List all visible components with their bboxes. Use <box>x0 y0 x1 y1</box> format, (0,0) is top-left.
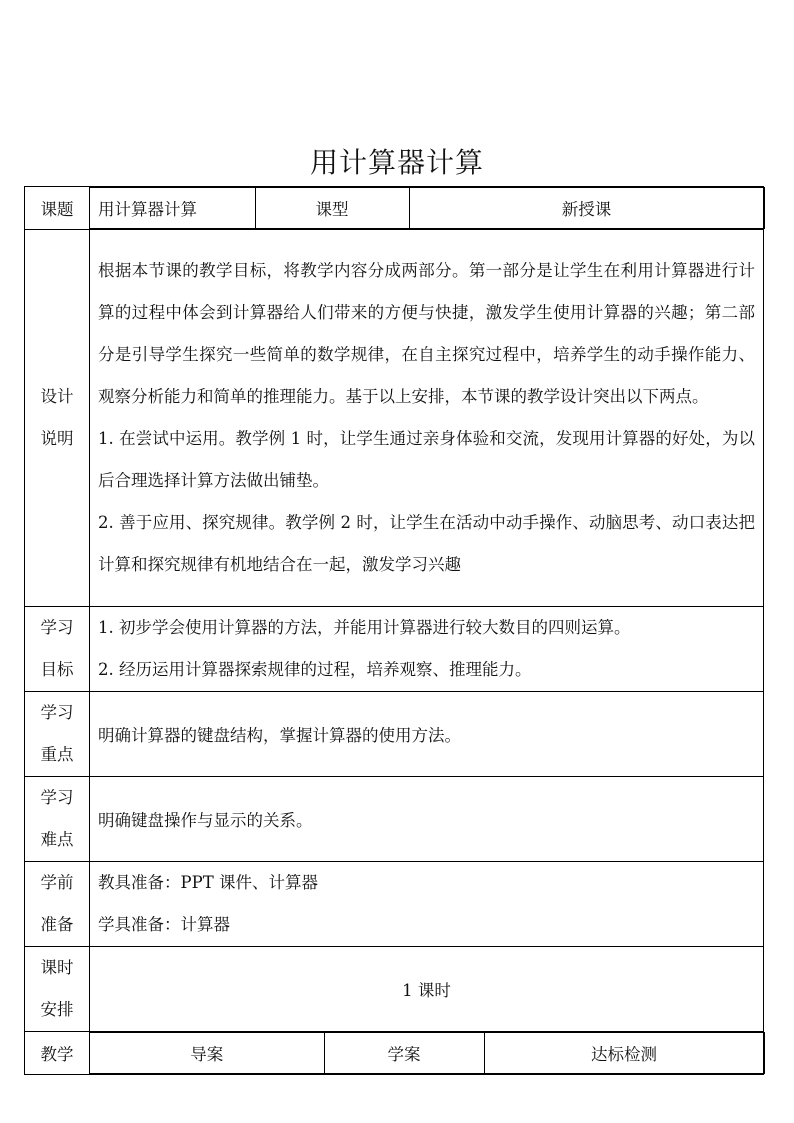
topic-row <box>25 187 764 230</box>
lesson-plan-table <box>24 186 764 1075</box>
key-points-row <box>25 692 764 777</box>
preparation-content <box>90 862 764 947</box>
document-title: 用计算器计算 <box>309 146 484 179</box>
preparation-row <box>25 862 764 947</box>
teaching-row-content <box>90 1032 764 1075</box>
topic-row-content <box>90 187 764 230</box>
design-row <box>25 230 764 607</box>
key-points-content: 明确计算器的键盘结构，掌握计算器的使用方法。 <box>90 692 764 777</box>
teaching-row <box>25 1032 764 1075</box>
goal-item-1: 1. 初步学会使用计算器的方法，并能用计算器进行较大数目的四则运算。 <box>98 618 631 637</box>
design-point-2: 2. 善于应用、探究规律。教学例 2 时，让学生在活动中动手操作、动脑思考、动口表达把计算和探究规律有机地结合在一起，激发学习兴趣 <box>98 513 755 574</box>
lesson-type-value: 新授课 <box>409 188 764 229</box>
difficulties-row <box>25 777 764 862</box>
design-intro: 根据本节课的教学目标，将教学内容分成两部分。第一部分是让学生在利用计算器进行计算的过程中体会到计算器给人们带来的方便与快捷，激发学生使用计算器的兴趣；第二部分是引导学生探究一些简单的数学规律，在自主探究过程中，培养学生的动手操作能力、观察分析能力和简单的推理能力。基于以上安排，本节课的教学设计突出以下两点。 <box>98 261 755 406</box>
goal-item-2: 2. 经历运用计算器探索规律的过程，培养观察、推理能力。 <box>98 660 532 679</box>
topic-label: 课题 <box>25 187 90 230</box>
preparation-label: 学前 准备 <box>25 862 90 947</box>
assessment-header: 达标检测 <box>484 1033 764 1074</box>
schedule-value: 1 课时 <box>90 947 764 1032</box>
guide-plan-header: 导案 <box>90 1033 324 1074</box>
student-preparation: 学具准备：计算器 <box>98 915 230 934</box>
goals-label: 学习 目标 <box>25 607 90 692</box>
goals-row <box>25 607 764 692</box>
teaching-label: 教学 <box>25 1032 90 1075</box>
difficulties-content: 明确键盘操作与显示的关系。 <box>90 777 764 862</box>
difficulties-label: 学习 难点 <box>25 777 90 862</box>
teacher-preparation: 教具准备：PPT 课件、计算器 <box>98 873 318 892</box>
study-plan-header: 学案 <box>324 1033 484 1074</box>
schedule-label: 课时 安排 <box>25 947 90 1032</box>
goals-content <box>90 607 764 692</box>
key-points-label: 学习 重点 <box>25 692 90 777</box>
lesson-type-label: 课型 <box>255 188 409 229</box>
design-content <box>90 230 764 607</box>
design-label: 设计 说明 <box>25 230 90 607</box>
topic-value: 用计算器计算 <box>90 188 255 229</box>
design-point-1: 1. 在尝试中运用。教学例 1 时，让学生通过亲身体验和交流，发现用计算器的好处，为以后合理选择计算方法做出铺垫。 <box>98 429 755 490</box>
schedule-row <box>25 947 764 1032</box>
